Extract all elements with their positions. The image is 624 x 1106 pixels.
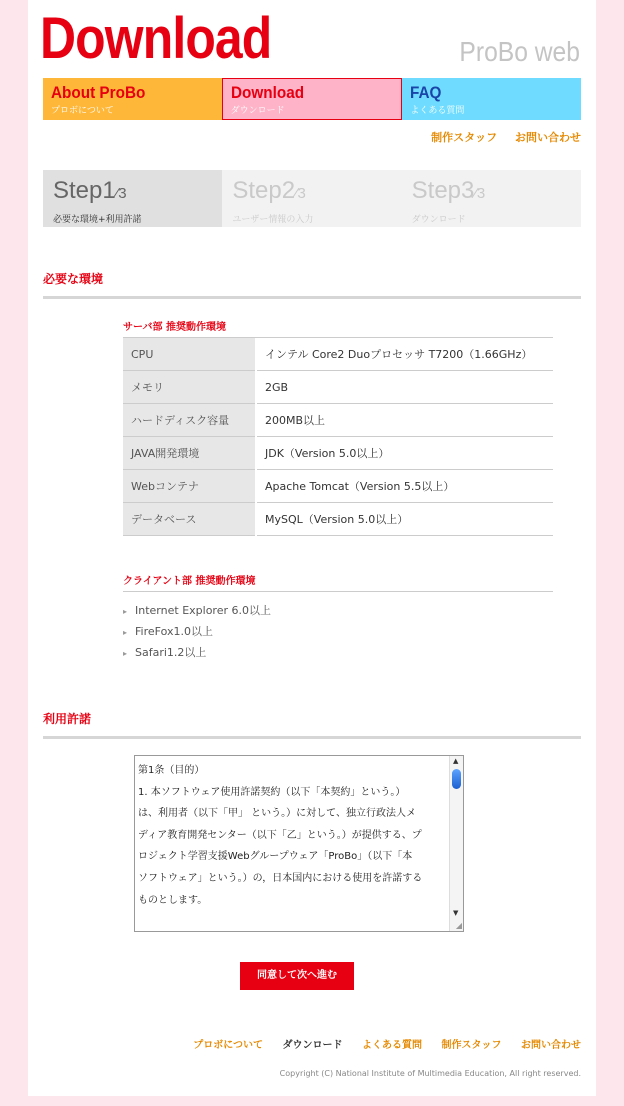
step-2 (222, 170, 401, 227)
main-nav (43, 78, 581, 120)
license-line: ディア教育開発センター（以下「乙」という。）が提供する、プ (138, 829, 422, 841)
nav-item-download[interactable] (222, 78, 403, 120)
footer-link-faq[interactable]: よくある質問 (362, 1040, 423, 1051)
table-row (123, 470, 553, 503)
browser-list (123, 600, 271, 663)
license-line: ソフトウェア」という。）の，日本国内における使用を許諾する (138, 872, 423, 884)
step-1 (43, 170, 222, 227)
step-subtitle: ユーザー情報の入力 (232, 215, 314, 225)
spec-key: データベース (123, 503, 256, 536)
nav-item-faq[interactable] (402, 78, 581, 120)
step-title: Step1 (53, 177, 116, 204)
scroll-down-arrow-icon[interactable]: ▼ (453, 909, 459, 917)
spec-key: ハードディスク容量 (123, 404, 256, 437)
table-row (123, 404, 553, 437)
step-total: ⁄3 (474, 185, 486, 202)
spec-key: Webコンテナ (123, 470, 256, 503)
table-row (123, 437, 553, 470)
spec-key: JAVA開発環境 (123, 437, 256, 470)
footer-link-about[interactable]: プロボについて (193, 1040, 264, 1051)
license-heading: 利用許諾 (43, 710, 581, 739)
page-container (28, 0, 596, 1096)
scrollbar-thumb[interactable] (452, 769, 461, 789)
client-env-heading: クライアント部 推奨動作環境 (123, 572, 553, 592)
copyright: Copyright (C) National Institute of Multimedia Education, All right reserved. (279, 1069, 581, 1078)
step-3 (402, 170, 581, 227)
top-links (417, 129, 581, 145)
spec-value: 2GB (256, 371, 553, 404)
env-heading: 必要な環境 (43, 270, 581, 299)
list-item: ▸ Internet Explorer 6.0以上 (123, 600, 271, 621)
table-row (123, 371, 553, 404)
table-row (123, 503, 553, 536)
footer-link-download[interactable]: ダウンロード (282, 1040, 343, 1051)
server-env-heading: サーバ部 推奨動作環境 (123, 318, 553, 338)
step-indicator (43, 170, 581, 227)
contact-link[interactable]: お問い合わせ (515, 131, 581, 144)
step-subtitle: ダウンロード (411, 215, 466, 225)
license-line: は、利用者（以下「甲」 という。）に対して、独立行政法人メ (138, 808, 416, 820)
nav-item-sublabel: プロボについて (51, 106, 114, 116)
license-line: ロジェクト学習支援Webグループウェア「ProBo」（以下「本 (138, 851, 413, 863)
step-title: Step3 (411, 177, 475, 204)
nav-item-sublabel: よくある質問 (410, 106, 465, 116)
nav-item-about[interactable] (43, 78, 222, 120)
footer-links (177, 1036, 581, 1051)
nav-item-label: FAQ (410, 83, 442, 102)
vertical-scrollbar[interactable] (449, 756, 463, 931)
nav-item-label: Download (230, 83, 304, 102)
spec-key: CPU (123, 338, 256, 371)
spec-value: Apache Tomcat（Version 5.5以上） (256, 470, 553, 503)
resize-grip-icon[interactable]: ◢ (455, 921, 462, 930)
list-item: ▸ Safari1.2以上 (123, 642, 271, 663)
staff-link[interactable]: 制作スタッフ (431, 131, 498, 144)
license-text (138, 760, 448, 911)
spec-value: 200MB以上 (256, 404, 553, 437)
spec-value: インテル Core2 Duoプロセッサ T7200（1.66GHz） (256, 338, 553, 371)
step-title: Step2 (232, 177, 296, 204)
step-total: ⁄3 (115, 185, 127, 202)
license-line: ものとします。 (138, 894, 208, 906)
spec-key: メモリ (123, 371, 256, 404)
page-title: Download (40, 6, 272, 71)
step-total: ⁄3 (295, 185, 306, 202)
nav-item-sublabel: ダウンロード (230, 106, 285, 116)
spec-value: MySQL（Version 5.0以上） (256, 503, 553, 536)
nav-item-label: About ProBo (51, 83, 146, 102)
footer-link-contact[interactable]: お問い合わせ (521, 1040, 581, 1051)
agree-next-button[interactable]: 同意して次へ進む (240, 962, 354, 990)
license-textarea[interactable] (134, 755, 464, 932)
brand-logo[interactable]: ProBo web (459, 36, 580, 67)
footer-link-staff[interactable]: 制作スタッフ (441, 1040, 502, 1051)
license-line: 1. 本ソフトウェア使用許諾契約（以下「本契約」という。） (138, 786, 406, 798)
spec-value: JDK（Version 5.0以上） (256, 437, 553, 470)
list-item: ▸ FireFox1.0以上 (123, 621, 271, 642)
step-subtitle: 必要な環境+利用許諾 (53, 215, 142, 225)
table-row (123, 338, 553, 371)
license-line: 第1条（目的） (138, 765, 205, 776)
scroll-up-arrow-icon[interactable]: ▲ (453, 757, 459, 765)
server-spec-table (123, 338, 553, 536)
